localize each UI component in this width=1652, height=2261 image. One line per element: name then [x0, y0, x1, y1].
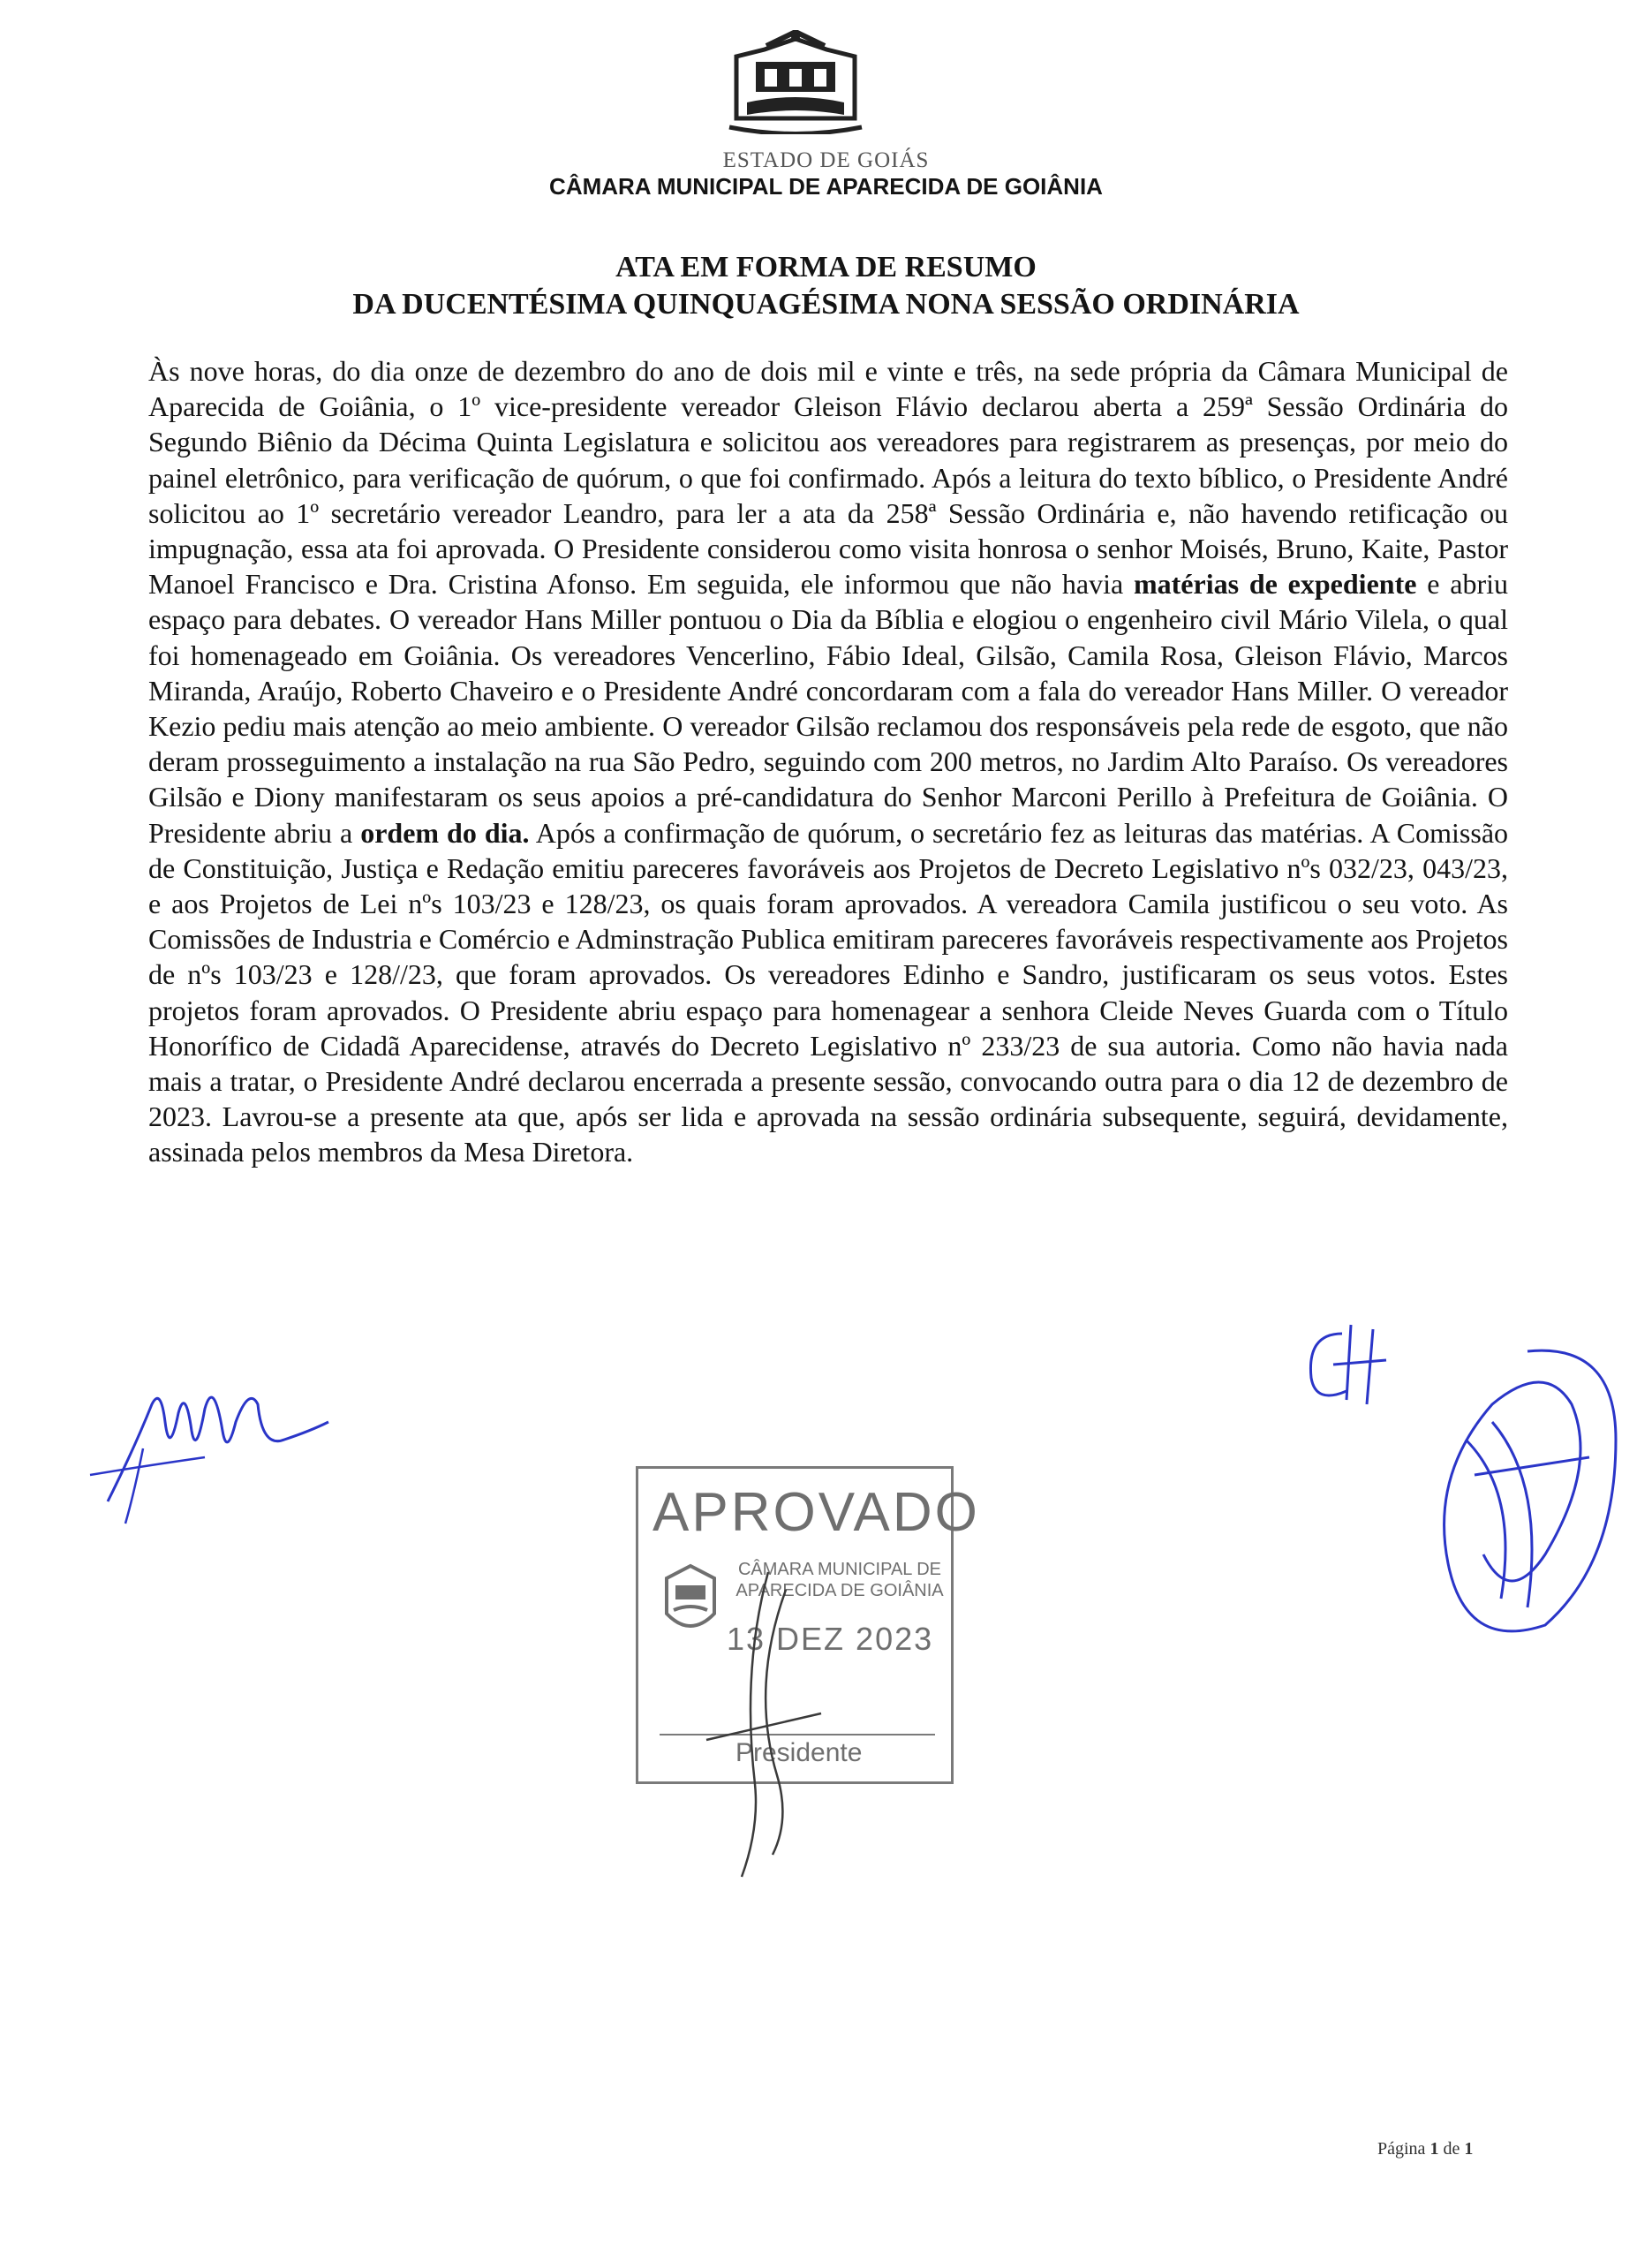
body-text-part-2: e abriu espaço para debates. O vereador Hans Miller pontuou o Dia da Bíblia e elogiou o engenheiro civil Mário Vilela, o qual foi homenageado em Goiânia. Os vereadores Vencerlino, Fábio Ideal, Gilsão, Camila Rosa, Gleison Flávio, Marcos Miranda, Araújo, Roberto Chaveiro e o Presidente André concordaram com a fala do vereador Hans Miller. O vereador Kezio pediu mais atenção ao meio ambiente. O vereador Gilsão reclamou dos responsáveis pela rede de esgoto, que não deram prosseguimento a instalação na rua São Pedro, seguindo com 200 metros, no Jardim Alto Paraíso. Os vereadores Gilsão e Diony manifestaram os seus apoios a pré-candidatura do Senhor Marconi Perillo à Prefeitura de Goiânia. O Presidente abriu a	[148, 568, 1509, 849]
bold-ordem-do-dia: ordem do dia.	[360, 816, 530, 849]
page-number	[1377, 2139, 1473, 2159]
minutes-body	[148, 353, 1508, 1170]
title-line-1: ATA EM FORMA DE RESUMO	[615, 251, 1037, 284]
page-total: 1	[1464, 2139, 1474, 2159]
document-title	[0, 249, 1652, 323]
signature-stamp	[689, 1563, 830, 1881]
chamber-name: CÂMARA MUNICIPAL DE APARECIDA DE GOIÂNIA	[549, 173, 1103, 200]
stamp-org-line-1: CÂMARA MUNICIPAL DE	[737, 1560, 942, 1579]
body-text-part-3: Após a confirmação de quórum, o secretário fez as leituras das matérias. A Comissão de Constituição, Justiça e Redação emitiu pareceres favoráveis aos Projetos de Decreto Legislativo nºs 032/23, 043/23, e aos Projetos de Lei nºs 103/23 e 128/23, os quais foram aprovados. A vereadora Camila justificou o seu voto. As Comissões de Industria e Comércio e Adminstração Publica emitiram pareceres favoráveis respectivamente aos Projetos de nºs 103/23 e 128//23, que foram aprovados. Os vereadores Edinho e Sandro, justificaram os seus votos. Estes projetos foram aprovados. O Presidente abriu espaço para homenagear a senhora Cleide Neves Guarda com o Título Honorífico de Cidadã Aparecidense, através do Decreto Legislativo nº 233/23 de sua autoria. Como não havia nada mais a tratar, o Presidente André declarou encerrada a presente sessão, convocando outra para o dia 12 de dezembro de 2023. Lavrou-se a presente ata que, após ser lida e aprovada na sessão ordinária subsequente, seguirá, devidamente, assinada pelos membros da Mesa Diretora.	[148, 816, 1509, 1168]
signature-left	[81, 1369, 337, 1528]
page-separator: de	[1443, 2139, 1460, 2159]
signature-right-large	[1413, 1334, 1633, 1652]
stamp-title: APROVADO	[653, 1482, 980, 1543]
stamp-role: Presidente	[735, 1738, 863, 1767]
stamp-org-line-2: APARECIDA DE GOIÂNIA	[735, 1581, 944, 1600]
municipal-crest-logo	[712, 30, 879, 134]
stamp-date: 13 DEZ 2023	[727, 1621, 934, 1657]
signature-right-small	[1298, 1316, 1395, 1413]
title-line-2: DA DUCENTÉSIMA QUINQUAGÉSIMA NONA SESSÃO ORDINÁRIA	[352, 288, 1300, 321]
page-label: Página	[1377, 2139, 1426, 2159]
body-text-part-1: Às nove horas, do dia onze de dezembro do ano de dois mil e vinte e três, na sede própria da Câmara Municipal de Aparecida de Goiânia, o 1º vice-presidente vereador Gleison Flávio declarou aberta a 259ª Sessão Ordinária do Segundo Biênio da Décima Quinta Legislatura e solicitou aos vereadores para registrarem as presenças, por meio do painel eletrônico, para verificação de quórum, o que foi confirmado. Após a leitura do texto bíblico, o Presidente André solicitou ao 1º secretário vereador Leandro, para ler a ata da 258ª Sessão Ordinária e, não havendo retificação ou impugnação, essa ata foi aprovada. O Presidente considerou como visita honrosa o senhor Moisés, Bruno, Kaite, Pastor Manoel Francisco e Dra. Cristina Afonso. Em seguida, ele informou que não havia	[148, 355, 1508, 601]
state-name: ESTADO DE GOIÁS	[722, 148, 930, 172]
page-current: 1	[1429, 2139, 1439, 2159]
bold-expediente: matérias de expediente	[1133, 568, 1417, 601]
